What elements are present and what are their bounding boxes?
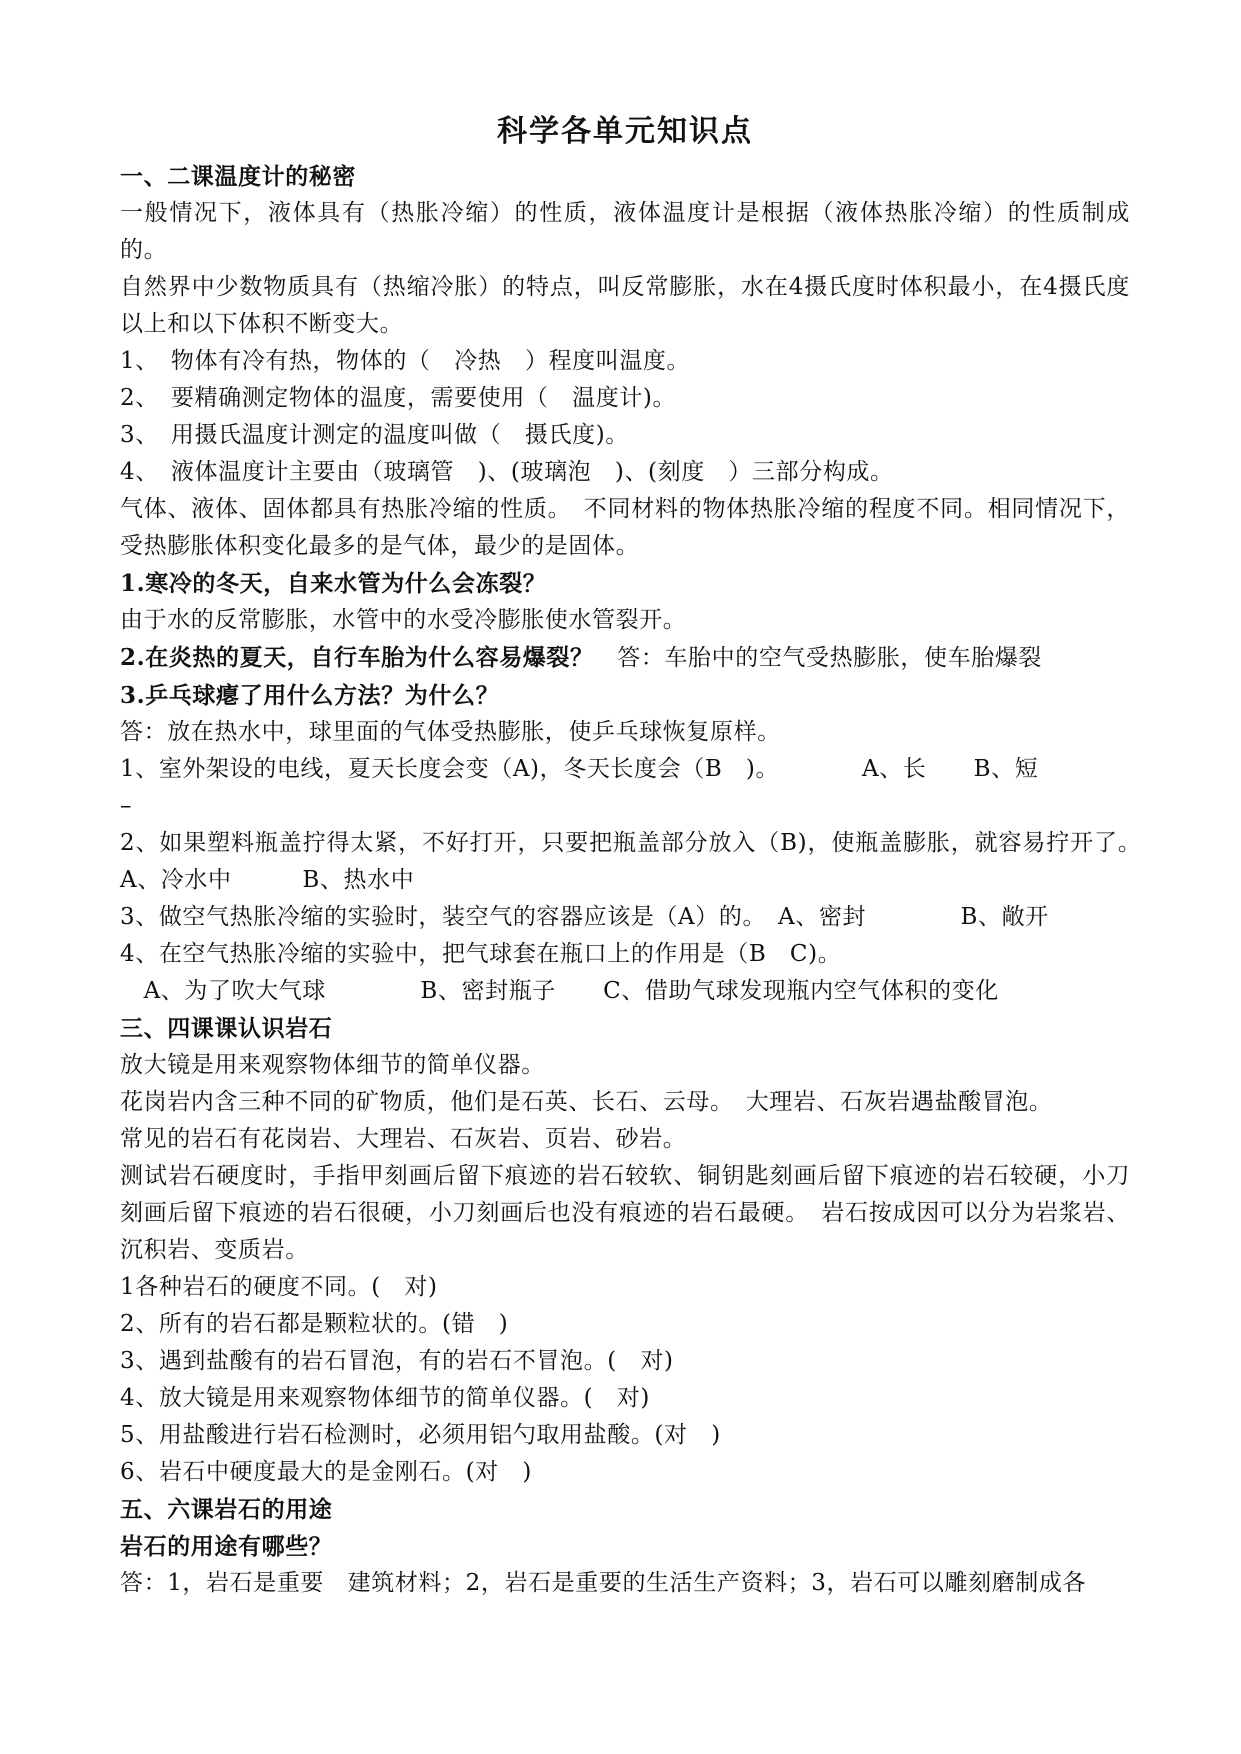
true-false-item: 6、岩石中硬度最大的是金刚石。(对 ) xyxy=(120,1459,532,1485)
choice-question: 4、在空气热胀冷缩的实验中，把气球套在瓶口上的作用是（B C)。 xyxy=(120,941,842,967)
question-item: 1、 物体有冷有热，物体的（ 冷热 ）程度叫温度。 xyxy=(120,348,691,374)
bold-question: 2.在炎热的夏天，自行车胎为什么容易爆裂？ xyxy=(120,644,594,671)
true-false-item: 1各种岩石的硬度不同。( 对) xyxy=(120,1274,438,1300)
question-item: 2、 要精确测定物体的温度，需要使用（ 温度计)。 xyxy=(120,385,677,411)
answer-text: 由于水的反常膨胀，水管中的水受冷膨胀使水管裂开。 xyxy=(120,607,687,633)
true-false-item: 4、放大镜是用来观察物体细节的简单仪器。( 对) xyxy=(120,1385,650,1411)
section-heading: 一、二课温度计的秘密 xyxy=(120,163,356,190)
section-heading: 五、六课岩石的用途 xyxy=(120,1496,333,1523)
bold-question: 3.乒乓球瘪了用什么方法？为什么？ xyxy=(120,682,500,709)
bold-question: 1.寒冷的冬天，自来水管为什么会冻裂？ xyxy=(120,570,547,597)
answer-text: 答：1，岩石是重要 建筑材料；2，岩石是重要的生活生产资料；3，岩石可以雕刻磨制成各 xyxy=(120,1570,1087,1596)
question-item: 4、 液体温度计主要由（玻璃管 )、(玻璃泡 )、(刻度 ）三部分构成。 xyxy=(120,459,894,485)
document-body xyxy=(120,112,1154,1602)
choice-options: A、为了吹大气球 B、密封瓶子 C、借助气球发现瓶内空气体积的变化 xyxy=(120,978,999,1004)
answer-text: 答：放在热水中，球里面的气体受热膨胀，使乒乓球恢复原样。 xyxy=(120,719,781,745)
paragraph: 放大镜是用来观察物体细节的简单仪器。 xyxy=(120,1052,545,1078)
document-title: 科学各单元知识点 xyxy=(497,114,753,149)
question-answer-line xyxy=(120,639,1130,677)
paragraph: 花岗岩内含三种不同的矿物质，他们是石英、长石、云母。 大理岩、石灰岩遇盐酸冒泡。 xyxy=(120,1089,1053,1115)
true-false-item: 5、用盐酸进行岩石检测时，必须用铝勺取用盐酸。(对 ) xyxy=(120,1422,721,1448)
paragraph: 气体、液体、固体都具有热胀冷缩的性质。 不同材料的物体热胀冷缩的程度不同。相同情况下，受热膨胀体积变化最多的是气体，最少的是固体。 xyxy=(120,496,1130,559)
choice-question-overflow: – xyxy=(120,793,133,819)
section-heading: 三、四课课认识岩石 xyxy=(120,1015,333,1042)
choice-question: 2、如果塑料瓶盖拧得太紧，不好打开，只要把瓶盖部分放入（B)，使瓶盖膨胀，就容易拧开了。 A、冷水中 B、热水中 xyxy=(120,830,1154,893)
choice-question: 3、做空气热胀冷缩的实验时，装空气的容器应该是（A）的。 A、密封 B、敞开 xyxy=(120,904,1049,930)
paragraph: 测试岩石硬度时，手指甲刻画后留下痕迹的岩石较软、铜钥匙刻画后留下痕迹的岩石较硬，小刀刻画后留下痕迹的岩石很硬，小刀刻画后也没有痕迹的岩石最硬。 岩石按成因可以分为岩浆岩、沉积岩、变质岩。 xyxy=(120,1163,1130,1263)
paragraph: 常见的岩石有花岗岩、大理岩、石灰岩、页岩、砂岩。 xyxy=(120,1126,687,1152)
answer-text: 答：车胎中的空气受热膨胀，使车胎爆裂 xyxy=(593,645,1043,671)
question-item: 3、 用摄氏温度计测定的温度叫做（ 摄氏度)。 xyxy=(120,422,629,448)
paragraph: 自然界中少数物质具有（热缩冷胀）的特点，叫反常膨胀，水在4摄氏度时体积最小，在4摄氏度以上和以下体积不断变大。 xyxy=(120,274,1130,337)
true-false-item: 3、遇到盐酸有的岩石冒泡，有的岩石不冒泡。( 对) xyxy=(120,1348,674,1374)
paragraph: 一般情况下，液体具有（热胀冷缩）的性质，液体温度计是根据（液体热胀冷缩）的性质制成的。 xyxy=(120,200,1130,263)
bold-question: 岩石的用途有哪些？ xyxy=(120,1533,333,1560)
choice-question: 1、室外架设的电线，夏天长度会变（A)，冬天长度会（B )。 A、长 B、短 xyxy=(120,756,1039,782)
true-false-item: 2、所有的岩石都是颗粒状的。(错 ) xyxy=(120,1311,509,1337)
